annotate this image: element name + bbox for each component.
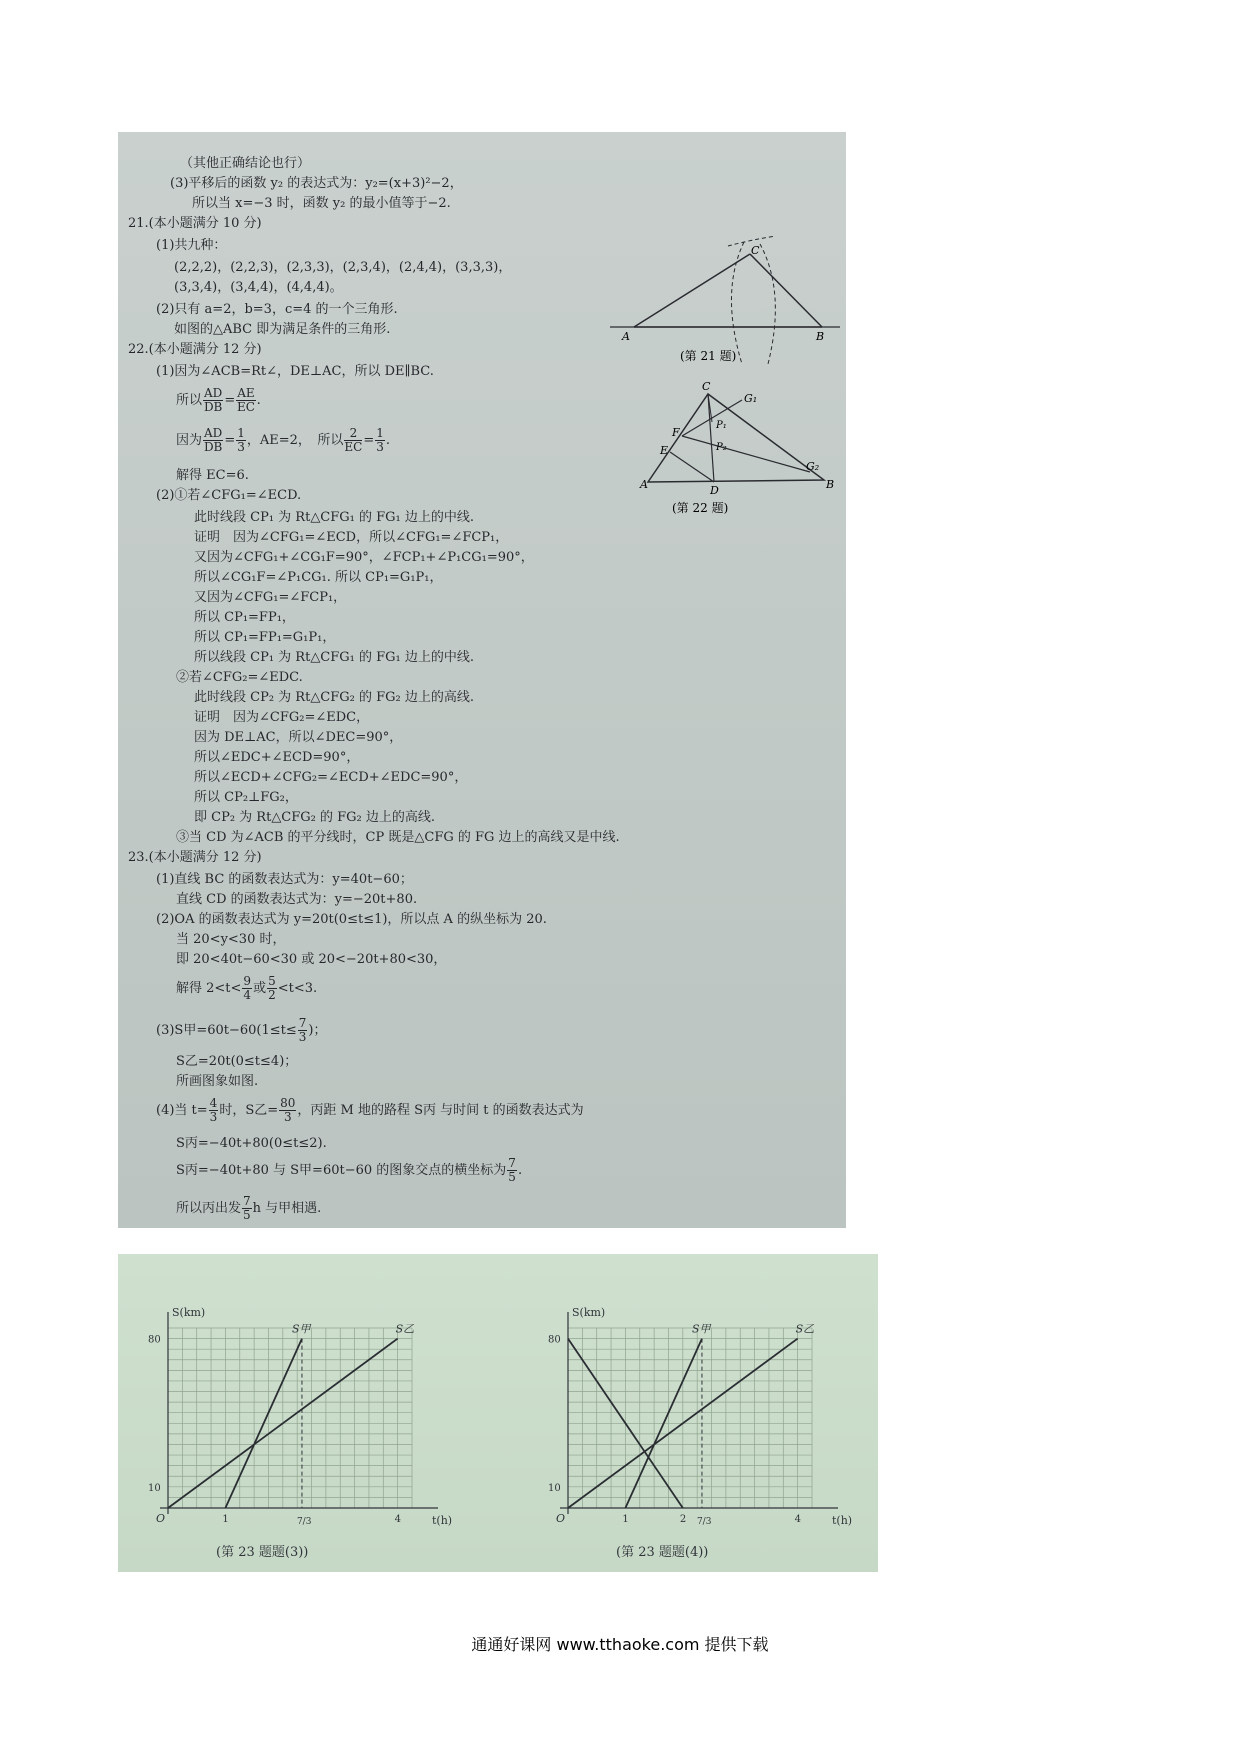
fraction-equation xyxy=(156,1014,327,1048)
numerator: 80 xyxy=(280,1096,296,1110)
text-line: 因为 DE⊥AC，所以∠DEC=90°， xyxy=(194,730,403,745)
text-line: 此时线段 CP₁ 为 Rt△CFG₁ 的 FG₁ 边上的中线. xyxy=(194,510,475,525)
text-line: 所以 CP₂⊥FG₂， xyxy=(194,790,298,805)
equals: = xyxy=(224,433,236,448)
numerator: 5 xyxy=(268,974,276,988)
text-line: (2)OA 的函数表达式为 y=20t(0≤t≤1)，所以点 A 的纵坐标为 20. xyxy=(156,912,547,927)
answer-key-photo xyxy=(118,132,846,1228)
text-line: 如图的△ABC 即为满足条件的三角形. xyxy=(174,322,391,337)
segment-cd xyxy=(708,394,714,482)
text-line: S乙=20t(0≤t≤4)； xyxy=(176,1054,298,1069)
x-axis-label: t(h) xyxy=(432,1514,453,1527)
tick-label: 80 xyxy=(148,1334,161,1346)
text-line: 所以当 x=−3 时，函数 y₂ 的最小值等于−2. xyxy=(192,196,451,211)
segment-ed xyxy=(670,452,714,482)
text-line: <t<3. xyxy=(277,981,318,996)
text-line: 所以 xyxy=(176,393,203,408)
series-label: S甲 xyxy=(291,1322,311,1336)
period: . xyxy=(517,1163,523,1178)
figure-caption: (第 22 题) xyxy=(672,501,729,515)
fraction xyxy=(298,1017,308,1044)
denominator: 3 xyxy=(298,1030,307,1044)
denominator: 5 xyxy=(508,1170,516,1184)
text-line: 所以线段 CP₁ 为 Rt△CFG₁ 的 FG₁ 边上的中线. xyxy=(194,650,475,665)
footer-credit: 通通好课网 www.tthaoke.com 提供下载 xyxy=(471,1635,769,1654)
fraction-equation xyxy=(176,424,390,458)
label-g1: G₁ xyxy=(744,392,758,405)
text-line: 即 20<40t−60<30 或 20<−20t+80<30， xyxy=(176,952,447,967)
numerator: 7 xyxy=(508,1156,516,1170)
label-d: D xyxy=(710,484,719,497)
fraction xyxy=(242,975,252,1002)
text-line: ③当 CD 为∠ACB 的平分线时，CP 既是△CFG 的 FG 边上的高线又是中线. xyxy=(176,830,620,845)
text-line: 所以 CP₁=FP₁=G₁P₁， xyxy=(194,630,336,645)
question-heading: 23.(本小题满分 12 分) xyxy=(128,850,262,865)
text-line: (1)共九种： xyxy=(156,238,227,253)
series-label: S乙 xyxy=(795,1322,815,1336)
text-line: 又因为∠CFG₁+∠CG₁F=90°，∠FCP₁+∠P₁CG₁=90°， xyxy=(194,550,534,565)
text-line: 或 xyxy=(253,981,267,996)
tick-label: 7/3 xyxy=(296,1517,312,1527)
fraction xyxy=(279,1097,296,1124)
series-label: S甲 xyxy=(691,1322,711,1336)
fraction-equation xyxy=(176,384,261,418)
denominator: 3 xyxy=(283,1110,292,1124)
label-e: E xyxy=(660,444,669,457)
figure-21 xyxy=(608,232,846,372)
denominator: DB xyxy=(203,440,223,454)
graph-caption: (第 23 题题(4)) xyxy=(616,1545,709,1560)
label-p1: P₁ xyxy=(716,420,727,431)
text-line: 所以 CP₁=FP₁， xyxy=(194,610,295,625)
y-axis-label: S(km) xyxy=(572,1306,606,1319)
label-a: A xyxy=(622,330,630,343)
numerator: AD xyxy=(204,386,223,400)
fraction xyxy=(236,427,246,454)
label-a: A xyxy=(640,478,648,491)
text-line: ，丙距 M 地的路程 S丙 与时间 t 的函数表达式为 xyxy=(297,1103,584,1118)
graphs-photo xyxy=(118,1254,878,1572)
fraction xyxy=(267,975,277,1002)
fraction-equation xyxy=(176,972,317,1006)
numerator: 1 xyxy=(376,426,384,440)
tick-label: 7/3 xyxy=(696,1517,712,1527)
fraction xyxy=(209,1097,219,1124)
fraction-equation xyxy=(156,1094,584,1128)
tick-label: 1 xyxy=(222,1514,229,1525)
denominator: 4 xyxy=(243,988,252,1002)
text-line: (3,3,4)，(3,4,4)，(4,4,4)。 xyxy=(174,280,343,295)
label-f: F xyxy=(672,426,680,439)
numerator: 7 xyxy=(243,1194,251,1208)
question-heading: 21.(本小题满分 10 分) xyxy=(128,216,262,231)
text-line: 即 CP₂ 为 Rt△CFG₂ 的 FG₂ 边上的高线. xyxy=(194,810,436,825)
denominator: 3 xyxy=(237,440,245,454)
tick-label: 10 xyxy=(548,1482,561,1494)
text-line: (4)当 t= xyxy=(156,1103,208,1118)
text-line: (1)因为∠ACB=Rt∠，DE⊥AC，所以 DE∥BC. xyxy=(156,364,434,379)
text-line: 因为 xyxy=(176,433,203,448)
text-line: 时，S乙= xyxy=(219,1103,279,1118)
text-line: S丙=−40t+80(0≤t≤2). xyxy=(176,1136,327,1151)
numerator: 2 xyxy=(344,427,362,441)
label-p2: P₂ xyxy=(716,442,727,453)
fraction xyxy=(203,387,223,414)
text-line: 解得 EC=6. xyxy=(176,468,249,483)
fraction xyxy=(507,1157,517,1184)
label-b: B xyxy=(816,330,825,343)
text-line: ，AE=2， 所以 xyxy=(246,433,344,448)
label-g2: G₂ xyxy=(806,460,820,473)
y-axis-label: S(km) xyxy=(172,1306,206,1319)
text-line: 又因为∠CFG₁=∠FCP₁， xyxy=(194,590,347,605)
text-line: ②若∠CFG₂=∠EDC. xyxy=(176,670,303,685)
tick-label: 4 xyxy=(394,1514,402,1525)
text-line: (2)①若∠CFG₁=∠ECD. xyxy=(156,488,302,503)
fraction xyxy=(236,387,255,414)
numerator: 1 xyxy=(237,426,245,440)
side-bc xyxy=(750,254,822,327)
equals: = xyxy=(363,433,375,448)
graph-23-3 xyxy=(148,1306,452,1560)
text-line: 所以∠CG₁F=∠P₁CG₁. 所以 CP₁=G₁P₁， xyxy=(194,570,443,585)
denominator: 2 xyxy=(268,988,276,1002)
denominator: DB xyxy=(203,400,223,414)
text-line: 所以∠EDC+∠ECD=90°， xyxy=(194,750,360,765)
denominator: 3 xyxy=(376,440,384,454)
figure-caption: (第 21 题) xyxy=(680,349,737,363)
text-line: 所以∠ECD+∠CFG₂=∠ECD+∠EDC=90°， xyxy=(194,770,468,785)
origin-label: O xyxy=(156,1512,166,1525)
period: . xyxy=(385,433,391,448)
text-line: (2,2,2)，(2,2,3)，(2,3,3)，(2,3,4)，(2,4,4)，(3,3,3)， xyxy=(174,260,512,275)
text-line: 证明 因为∠CFG₁=∠ECD，所以∠CFG₁=∠FCP₁， xyxy=(194,530,509,545)
text-line: 解得 2<t< xyxy=(176,981,242,996)
fraction xyxy=(203,427,223,454)
segment-fg2 xyxy=(682,436,810,472)
text-line: )； xyxy=(308,1023,327,1038)
text-line: (2)只有 a=2，b=3，c=4 的一个三角形. xyxy=(156,302,398,317)
question-heading: 22.(本小题满分 12 分) xyxy=(128,342,262,357)
figure-22 xyxy=(618,376,838,526)
tick-label: 2 xyxy=(679,1514,687,1525)
text-line: (3)S甲=60t−60(1≤t≤ xyxy=(156,1023,297,1038)
side-ac xyxy=(634,254,750,327)
fraction xyxy=(375,427,385,454)
numerator: 9 xyxy=(243,974,252,988)
numerator: AD xyxy=(204,426,223,440)
series-label: S乙 xyxy=(395,1322,415,1336)
arc xyxy=(760,244,775,364)
text-line: 当 20<y<30 时， xyxy=(176,932,286,947)
graph-caption: (第 23 题题(3)) xyxy=(216,1545,309,1560)
numerator: 7 xyxy=(298,1016,307,1030)
fraction-equation xyxy=(176,1154,522,1188)
denominator: 3 xyxy=(209,1110,218,1124)
tick-label: 1 xyxy=(622,1514,629,1525)
fraction xyxy=(242,1195,252,1222)
tick-label: 80 xyxy=(548,1334,561,1346)
denominator: EC xyxy=(236,400,255,414)
text-line: 证明 因为∠CFG₂=∠EDC， xyxy=(194,710,370,725)
arc xyxy=(731,242,744,364)
label-c: C xyxy=(702,380,711,393)
text-line: 所画图象如图. xyxy=(176,1074,259,1089)
fraction-equation xyxy=(176,1192,321,1226)
tick-label: 10 xyxy=(148,1482,161,1494)
numerator: 4 xyxy=(209,1096,218,1110)
label-b: B xyxy=(826,478,835,491)
text-line: (1)直线 BC 的函数表达式为：y=40t−60； xyxy=(156,872,413,887)
tick-label: 4 xyxy=(794,1514,802,1525)
text-line: h 与甲相遇. xyxy=(252,1201,322,1216)
text-line: (3)平移后的函数 y₂ 的表达式为：y₂=(x+3)²−2， xyxy=(170,176,463,191)
text-line: （其他正确结论也行） xyxy=(180,156,311,171)
text-line: S丙=−40t+80 与 S甲=60t−60 的图象交点的横坐标为 xyxy=(176,1163,507,1178)
text-line: 所以丙出发 xyxy=(176,1201,242,1216)
denominator: 5 xyxy=(243,1208,251,1222)
period: . xyxy=(256,393,261,408)
label-c: C xyxy=(751,244,760,257)
text-line: 此时线段 CP₂ 为 Rt△CFG₂ 的 FG₂ 边上的高线. xyxy=(194,690,475,705)
graphs-figure xyxy=(118,1254,878,1572)
graph-23-4 xyxy=(548,1306,852,1560)
x-axis-label: t(h) xyxy=(832,1514,853,1527)
numerator: AE xyxy=(237,386,255,400)
text-line: 直线 CD 的函数表达式为：y=−20t+80. xyxy=(176,892,418,907)
denominator: EC xyxy=(344,440,363,454)
fraction xyxy=(344,427,362,454)
origin-label: O xyxy=(556,1512,566,1525)
equals: = xyxy=(224,393,236,408)
